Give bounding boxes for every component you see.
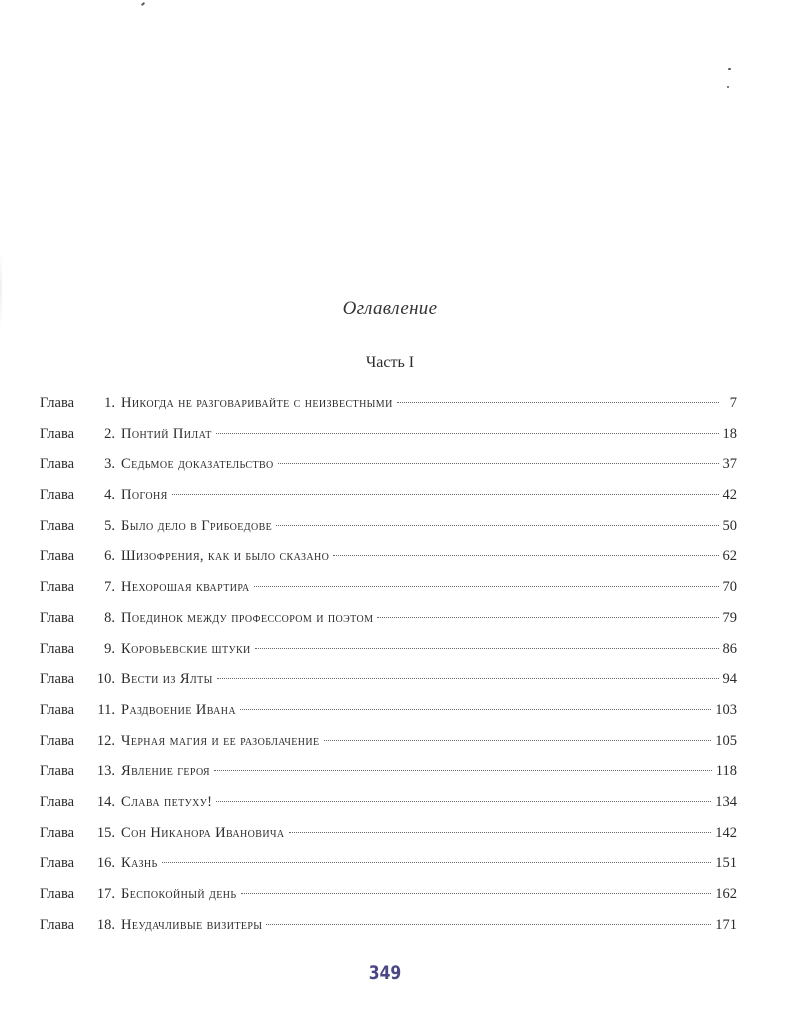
chapter-page: 70 [722,579,737,596]
part-title: Часть I [365,354,415,371]
chapter-title: Вести из Ялты [121,671,213,688]
dot-leader [255,648,719,649]
print-speck [727,86,729,88]
toc-entry [40,395,737,426]
chapter-title: Погоня [121,487,168,504]
toc-entry [40,641,737,672]
dot-leader [333,555,718,556]
chapter-number: 11. [97,701,115,718]
chapter-number: 8. [104,609,115,626]
toc-entry [40,917,737,948]
toc-entry [40,426,737,457]
chapter-title: Слава петуху! [121,793,213,810]
chapter-number: 7. [104,579,115,596]
chapter-title: Поединок между профессором и поэтом [121,609,374,626]
chapter-label: Глава [40,579,75,596]
dot-leader [217,678,719,679]
chapter-number: 18. [96,916,115,933]
chapter-title: Раздвоение Ивана [121,701,237,718]
toc-entry [40,487,737,518]
dot-leader [216,433,719,434]
chapter-page: 94 [722,671,737,688]
chapter-label: Глава [40,793,75,810]
toc-entry [40,855,737,886]
chapter-label: Глава [40,732,75,749]
chapter-number: 3. [104,456,115,473]
chapter-title: Сон Никанора Ивановича [121,824,285,841]
dot-leader [266,924,711,925]
page-number: 349 [368,962,402,984]
chapter-label: Глава [40,824,75,841]
chapter-label: Глава [40,456,75,473]
chapter-label: Глава [40,671,75,688]
toc-entry [40,579,737,610]
chapter-label: Глава [40,640,75,657]
chapter-page: 50 [722,517,737,534]
chapter-title: Беспокойный день [121,886,237,902]
dot-leader [276,525,718,526]
chapter-label: Глава [40,916,75,933]
chapter-page: 142 [715,824,737,841]
chapter-page: 7 [729,395,737,411]
chapter-page: 103 [715,701,737,718]
toc-entry [40,702,737,733]
dot-leader [278,463,719,464]
chapter-number: 10. [96,671,115,688]
chapter-title: Явление героя [121,763,210,780]
dot-leader [324,740,712,741]
chapter-number: 2. [104,425,115,442]
toc-entry [40,610,737,641]
chapter-title: Неудачливые визитеры [121,916,263,933]
chapter-label: Глава [40,548,75,565]
chapter-title: Шизофрения, как и было сказано [121,548,330,565]
chapter-title: Нехорошая квартира [121,579,250,596]
chapter-number: 13. [96,763,115,780]
toc-list [40,395,737,947]
chapter-label: Глава [40,855,75,872]
chapter-page: 105 [715,732,737,749]
chapter-number: 5. [104,517,115,534]
toc-entry [40,456,737,487]
chapter-page: 37 [722,456,737,473]
toc-entry [40,518,737,549]
chapter-number: 6. [104,548,115,565]
dot-leader [254,586,719,587]
toc-entry [40,794,737,825]
toc-entry [40,548,737,579]
chapter-number: 14. [96,793,115,810]
chapter-page: 62 [722,548,737,565]
chapter-number: 12. [96,732,115,749]
dot-leader [397,402,719,403]
chapter-page: 18 [722,425,737,442]
dot-leader [241,893,712,894]
chapter-label: Глава [40,487,75,504]
toc-entry [40,671,737,702]
dot-leader [289,832,712,833]
chapter-title: Никогда не разговаривайте с неизвестными [121,395,393,411]
chapter-number: 9. [104,640,115,657]
dot-leader [172,494,719,495]
chapter-number: 16. [96,855,115,872]
chapter-title: Было дело в Грибоедове [121,517,273,534]
chapter-title: Седьмое доказательство [121,456,274,473]
chapter-number: 4. [104,487,115,504]
chapter-title: Казнь [121,855,158,872]
chapter-number: 1. [104,395,115,411]
chapter-page: 79 [722,609,737,626]
toc-entry [40,825,737,856]
chapter-title: Понтий Пилат [121,425,212,442]
chapter-page: 86 [722,640,737,657]
chapter-page: 162 [715,886,737,902]
chapter-title: Черная магия и ее разоблачение [121,732,320,749]
chapter-page: 171 [715,916,737,933]
print-speck [141,2,145,6]
chapter-label: Глава [40,763,75,780]
toc-title: Оглавление [342,298,438,319]
dot-leader [240,709,711,710]
dot-leader [162,862,712,863]
chapter-label: Глава [40,609,75,626]
dot-leader [377,617,718,618]
chapter-page: 151 [715,855,737,872]
dot-leader [216,801,711,802]
chapter-page: 118 [715,763,737,780]
chapter-label: Глава [40,395,75,411]
toc-entry [40,763,737,794]
chapter-title: Коровьевские штуки [121,640,251,657]
toc-entry [40,886,737,917]
chapter-label: Глава [40,425,75,442]
print-speck [728,68,731,70]
chapter-number: 15. [96,824,115,841]
chapter-label: Глава [40,517,75,534]
chapter-label: Глава [40,886,75,902]
dot-leader [214,770,712,771]
toc-entry [40,733,737,764]
chapter-page: 134 [715,793,737,810]
chapter-number: 17. [96,886,115,902]
chapter-page: 42 [722,487,737,504]
chapter-label: Глава [40,701,75,718]
